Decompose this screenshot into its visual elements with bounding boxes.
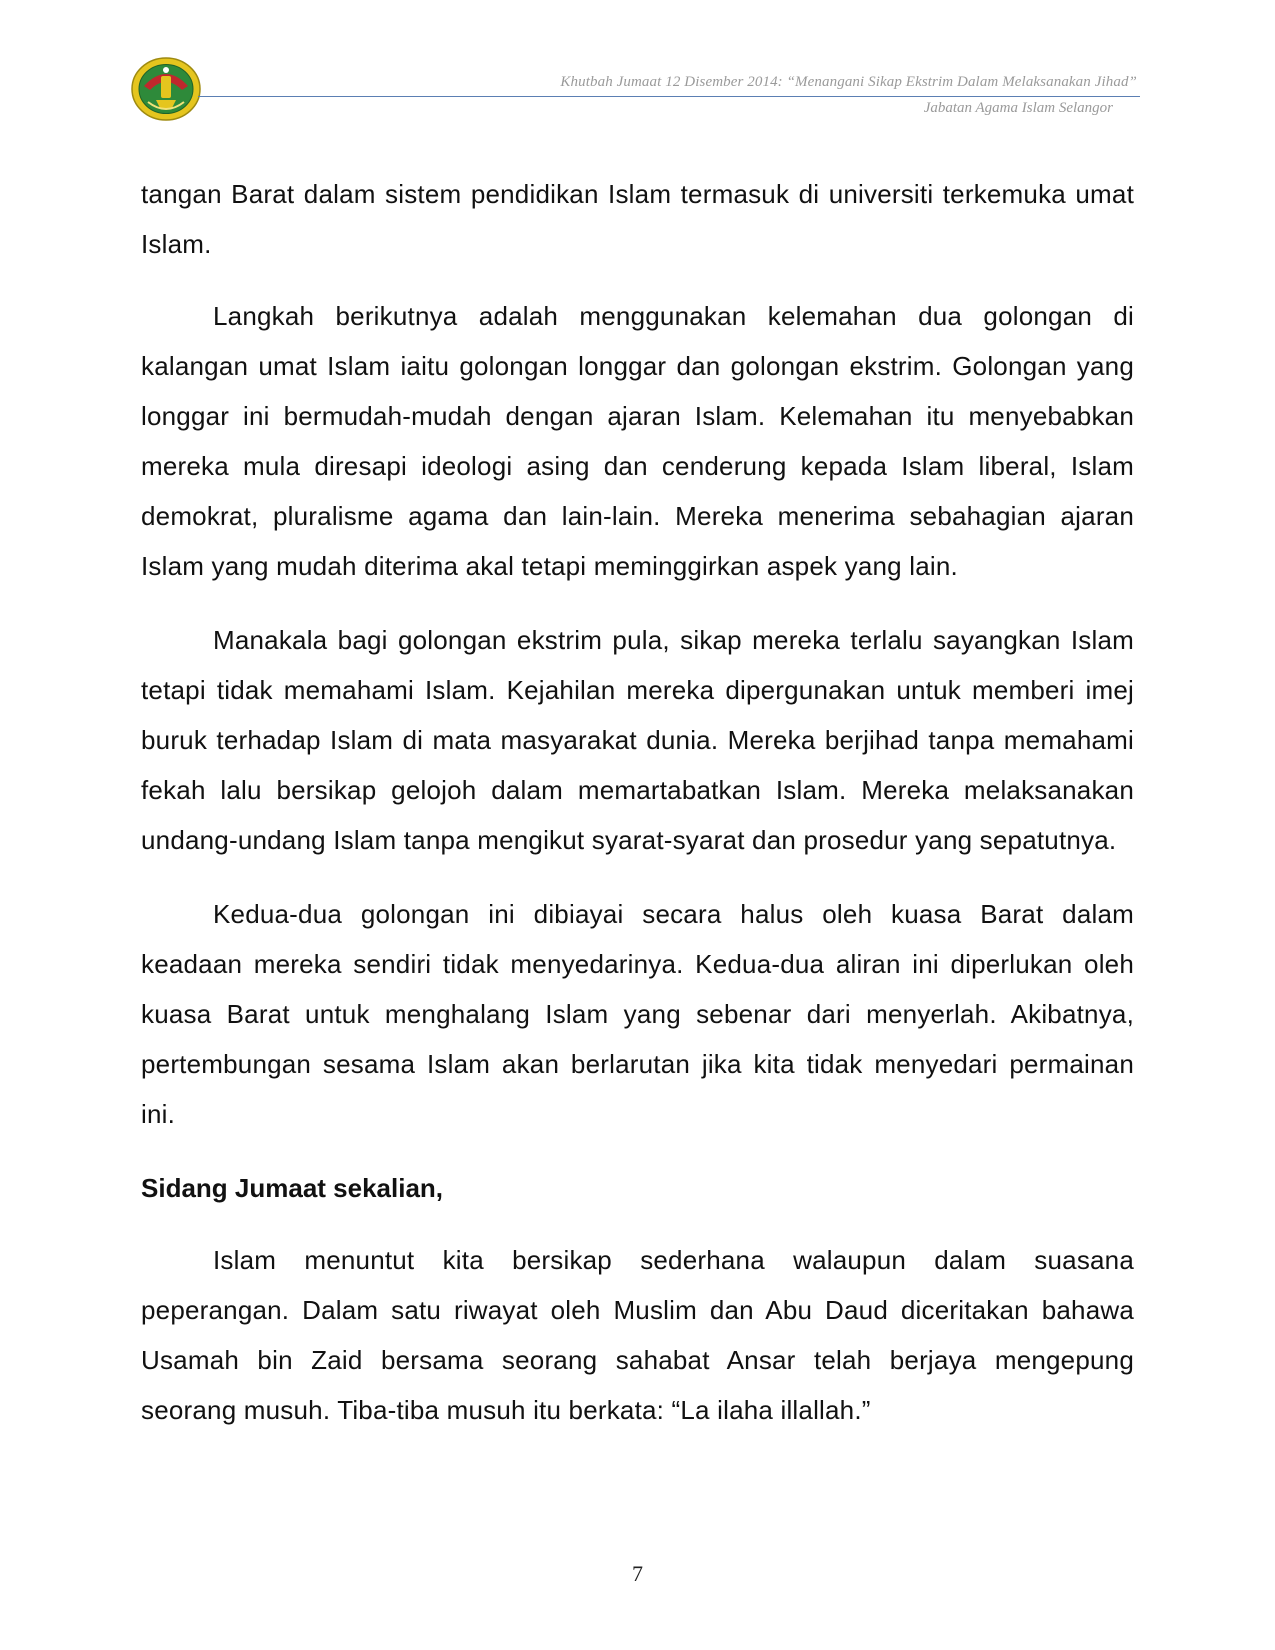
header-subtitle: Jabatan Agama Islam Selangor	[923, 100, 1113, 116]
section-heading: Sidang Jumaat sekalian,	[141, 1173, 444, 1203]
page-number: 7	[632, 1561, 643, 1586]
paragraph: Manakala bagi golongan ekstrim pula, sikap mereka terlalu sayangkan Islam tetapi tidak memahami Islam. Kejahilan mereka dipergunakan untuk memberi imej buruk terhadap Islam di mata masyarakat dunia. Mereka berjihad tanpa memahami fekah lalu bersikap gelojoh dalam memartabatkan Islam. Mereka melaksanakan undang-undang Islam tanpa mengikut syarat-syarat dan prosedur yang sepatutnya.	[141, 625, 1134, 855]
paragraph: Langkah berikutnya adalah menggunakan kelemahan dua golongan di kalangan umat Islam iaitu golongan longgar dan golongan ekstrim. Golongan yang longgar ini bermudah-mudah dengan ajaran Islam. Kelemahan itu menyebabkan mereka mula diresapi ideologi asing dan cenderung kepada Islam liberal, Islam demokrat, pluralisme agama dan lain-lain. Mereka menerima sebahagian ajaran Islam yang mudah diterima akal tetapi meminggirkan aspek yang lain.	[141, 301, 1134, 581]
selangor-islamic-department-crest-icon	[130, 56, 202, 122]
paragraph: Islam menuntut kita bersikap sederhana walaupun dalam suasana peperangan. Dalam satu riwayat oleh Muslim dan Abu Daud diceritakan bahawa Usamah bin Zaid bersama seorang sahabat Ansar telah berjaya mengepung seorang musuh. Tiba-tiba musuh itu berkata: “La ilaha illallah.”	[141, 1245, 1134, 1425]
paragraph: Kedua-dua golongan ini dibiayai secara halus oleh kuasa Barat dalam keadaan mereka sendiri tidak menyedarinya. Kedua-dua aliran ini diperlukan oleh kuasa Barat untuk menghalang Islam yang sebenar dari menyerlah. Akibatnya, pertembungan sesama Islam akan berlarutan jika kita tidak menyedari permainan ini.	[141, 899, 1134, 1129]
page-header	[0, 0, 1275, 150]
header-rule	[198, 96, 1140, 97]
header-title: Khutbah Jumaat 12 Disember 2014: “Menangani Sikap Ekstrim Dalam Melaksanakan Jihad”	[560, 74, 1137, 90]
paragraph: tangan Barat dalam sistem pendidikan Islam termasuk di universiti terkemuka umat Islam.	[141, 179, 1134, 259]
sermon-body	[141, 169, 1134, 1459]
